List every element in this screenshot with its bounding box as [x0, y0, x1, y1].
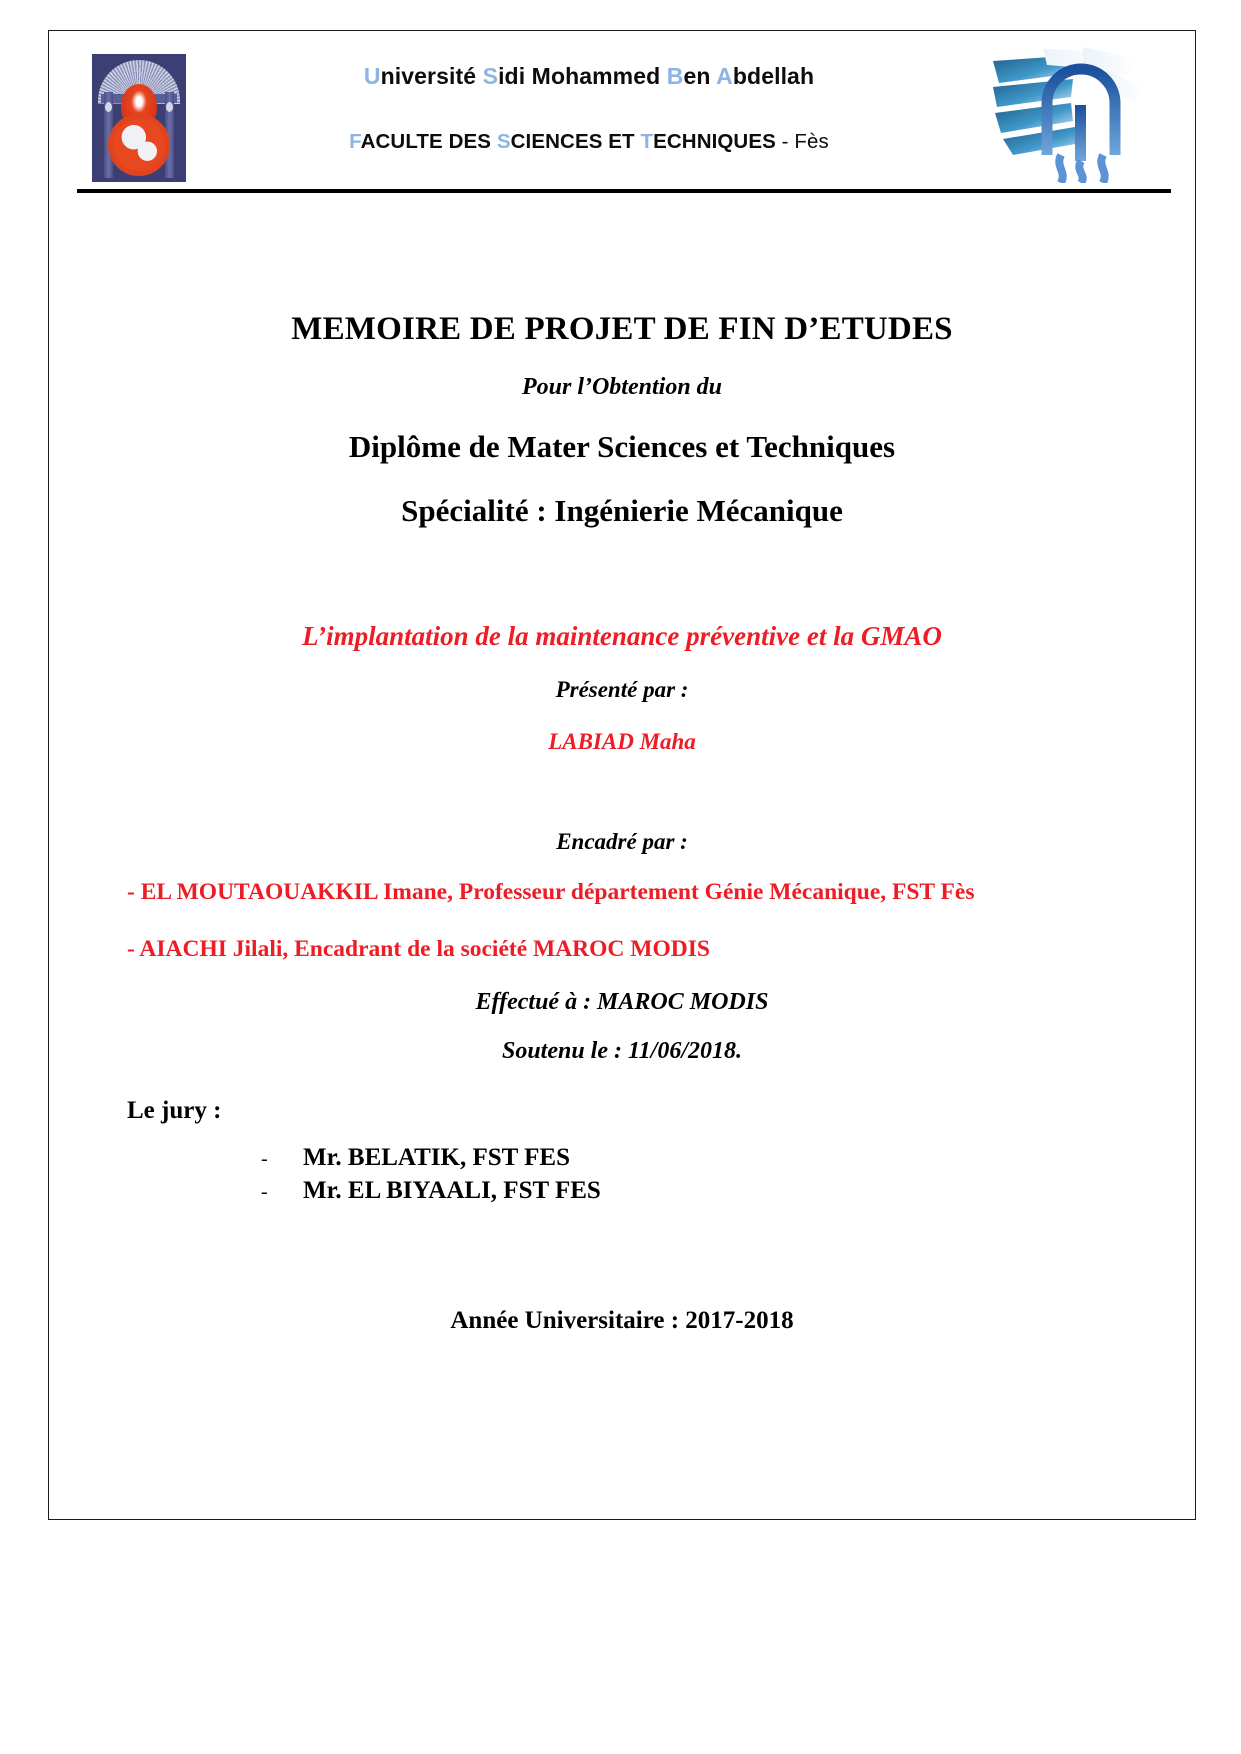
header-text-segment: B — [666, 63, 684, 89]
degree-line: Diplôme de Mater Sciences et Techniques — [348, 429, 896, 464]
document-body — [49, 206, 1195, 1335]
fst-faculty-logo-icon — [987, 43, 1147, 183]
header-text-segment: ECHNIQUES — [653, 130, 776, 153]
performed-at-line: Effectué à : MAROC MODIS — [475, 989, 769, 1016]
header-text-segment: idi Mohammed — [498, 63, 667, 89]
header-divider — [77, 189, 1171, 193]
header-text-segment: bdellah — [732, 63, 815, 89]
page-title: MEMOIRE DE PROJET DE FIN D’ETUDES — [291, 311, 953, 347]
list-item — [261, 1174, 1195, 1207]
supervised-by-label: Encadré par : — [556, 829, 688, 854]
header-text-segment: - Fès — [775, 130, 829, 153]
jury-bullet-dash: - — [261, 1148, 268, 1171]
seal-pillar-dot-right — [166, 102, 173, 112]
header-text-segment: S — [496, 130, 511, 153]
header-text-segment: U — [363, 63, 381, 89]
subtitle-for-obtention: Pour l’Obtention du — [521, 374, 723, 400]
header-text-segment: F — [349, 130, 361, 153]
jury-bullet-dash: - — [261, 1181, 268, 1204]
header-text-segment: S — [482, 63, 499, 89]
jury-label: Le jury : — [127, 1097, 222, 1125]
author-name: LABIAD Maha — [548, 729, 696, 754]
header-institution-text — [289, 63, 889, 154]
supervisor-company: - AIACHI Jilali, Encadrant de la société MAROC MODIS — [127, 936, 710, 963]
specialty-line: Spécialité : Ingénierie Mécanique — [401, 493, 843, 528]
jury-list — [261, 1141, 1195, 1207]
seal-globe-shape — [108, 114, 170, 176]
document-header — [49, 31, 1195, 183]
fst-logo-svg — [987, 43, 1147, 183]
usmba-university-seal-icon — [92, 54, 186, 182]
presented-by-label: Présenté par : — [555, 677, 689, 702]
header-text-segment: T — [640, 130, 654, 153]
seal-pillar-dot-left — [105, 102, 112, 112]
document-page — [48, 30, 1196, 1520]
project-title: L’implantation de la maintenance préventive et la GMAO — [302, 621, 942, 651]
header-text-segment: ACULTE DES — [360, 130, 497, 153]
header-text-segment: CIENCES ET — [510, 130, 641, 153]
list-item — [261, 1141, 1195, 1174]
university-name-line — [289, 63, 889, 90]
header-text-segment: niversité — [380, 63, 483, 89]
supervisor-academic: - EL MOUTAOUAKKIL Imane, Professeur département Génie Mécanique, FST Fès — [127, 879, 975, 905]
faculty-name-line — [289, 130, 889, 154]
header-text-segment: en — [683, 63, 717, 89]
jury-member-name: Mr. EL BIYAALI, FST FES — [303, 1177, 601, 1205]
defended-on-line: Soutenu le : 11/06/2018. — [501, 1038, 743, 1065]
academic-year: Année Universitaire : 2017-2018 — [450, 1307, 794, 1335]
header-text-segment: A — [716, 63, 733, 89]
jury-member-name: Mr. BELATIK, FST FES — [303, 1144, 570, 1172]
